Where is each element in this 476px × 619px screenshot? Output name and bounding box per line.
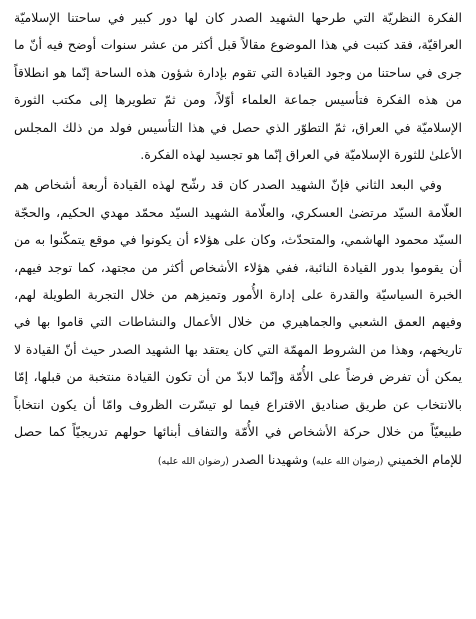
paragraph-2	[14, 171, 462, 474]
text-line: التأسيس فولد من ذلك المجلس الأعلىٰ للثورة الإسلاميّة في العراق إنّما هو	[14, 119, 462, 163]
text-line: بالانتخاب عن طريق صناديق الاقتراع فيما لو تيسّرت الظروف وامّا أن يكون	[50, 396, 462, 412]
text-line: تجسيد لهذه الفكرة.	[140, 147, 243, 163]
text-line: والجماهيري من خلال الأعمال والنشاطات التي قاموا بها في تاريخهم، وهذا	[14, 314, 462, 357]
text-line: الساحة إنّما هو انطلاقاً من هذه الفكرة فتأسيس جماعة العلماء أوّلاً، ومن ثمّ	[14, 64, 462, 108]
text-line: الأشخاص أكثر من مجتهد، كما توجد فيهم، الخبرة السياسيّة والقدرة على إدارة	[14, 259, 462, 303]
text-line: الإسلاميّة العراقيّة، فقد كتبت في هذا الموضوع مقالاً قبل أكثر من عشر سنوات	[14, 10, 462, 53]
text-line: أشخاص هم العلّامة السيّد مرتضىٰ العسكري، والعلّامة الشهيد السيّد محمّد	[14, 177, 462, 220]
text-line: أن يكونوا في موقع يتمكّنوا به من أن يقوموا بدور القيادة النائبة، ففي هؤلاء	[14, 232, 462, 275]
text-line: وفي البعد الثاني فإنّ الشهيد الصدر كان قد رشّح لهذه القيادة أربعة	[81, 177, 442, 193]
text-fragment: وشهيدنا الصدر	[233, 451, 309, 467]
text-line: من الشروط المهمّة التي كان يعتقد بها الشهيد الصدر حيث أنّ القيادة لا يمكن	[14, 341, 462, 385]
text-line: مهدي الحكيم، والحجّة السيّد محمود الهاشمي، والمتحدّث، وكان على هؤلاء	[14, 204, 462, 248]
paragraph-1	[14, 4, 462, 168]
text-line: أوضح فيه أنّ ما جرى في ساحتنا من وجود القيادة التي تقوم بإدارة شؤون هذه	[14, 37, 462, 80]
honorific-note: (رضوان الله عليه)	[312, 455, 384, 467]
text-line: الفكرة النظريّة التي طرحها الشهيد الصدر كان لها دور كبير في ساحتنا	[67, 10, 462, 25]
honorific-note: (رضوان الله عليه)	[157, 455, 230, 467]
text-fragment: تدريجيّاً كما حصل للإمام الخميني	[14, 424, 462, 467]
text-line: انتخاباً طبيعيّاً من خلال حركة الأشخاص في الأُمّة والتفاف أبنائها حولهم	[14, 396, 462, 440]
text-line: تطويرها إلى مكتب الثورة الإسلاميّة في العراق، ثمّ التطوّر الذي حصل في هذا	[14, 92, 462, 135]
text-line: الأُمور وتميزهم من خلال التجربة الطويلة لهم، وفيهم العمق الشعبي	[14, 287, 462, 330]
text-line: أن تفرض فرضاً على الأُمّة وإنّما لابدّ من أن تكون القيادة منتخبة من قبلها، إمّا	[14, 369, 430, 385]
